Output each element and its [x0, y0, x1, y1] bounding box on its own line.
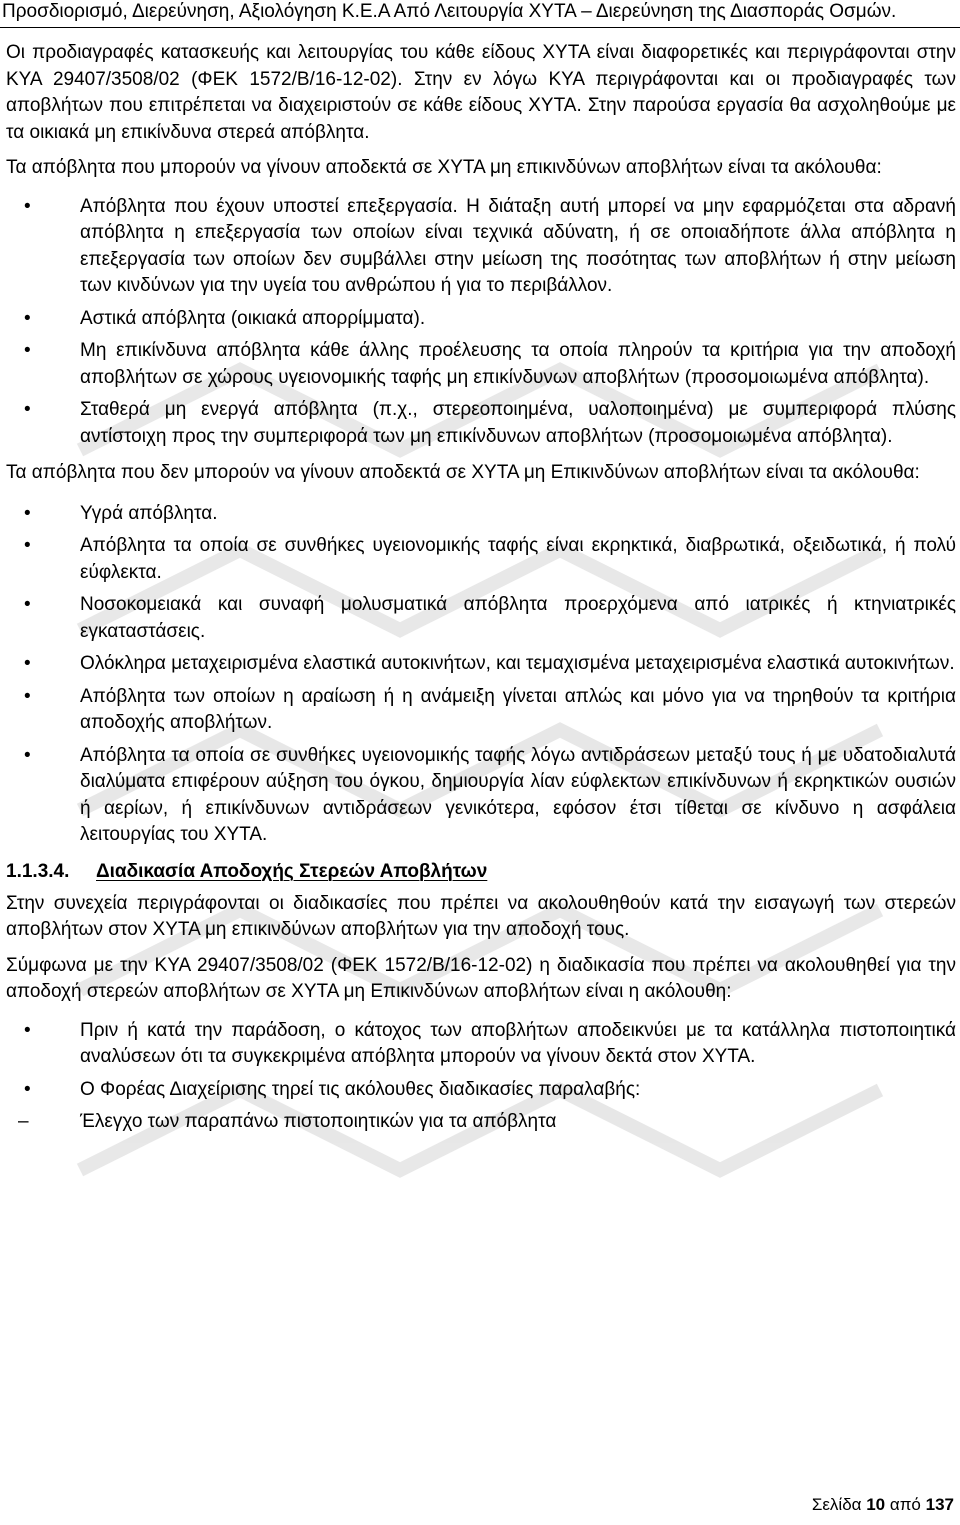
list-item: • Αστικά απόβλητα (οικιακά απορρίμματα).	[6, 306, 956, 333]
header-divider	[0, 27, 960, 28]
list-item: • Μη επικίνδυνα απόβλητα κάθε άλλης προέλευσης τα οποία πληρούν τα κριτήρια για την αποδοχή αποβλήτων σε χώρους υγειονομικής ταφής μη επικίνδυνων αποβλήτων (προσομοιωμένα απόβλητα).	[24, 340, 956, 388]
list-item: • Ο Φορέας Διαχείρισης τηρεί τις ακόλουθες διαδικασίες παραλαβής:	[6, 1077, 956, 1104]
list-item: • Υγρά απόβλητα.	[6, 501, 956, 528]
list-item: • Πριν ή κατά την παράδοση, ο κάτοχος των αποβλήτων αποδεικνύει με τα κατάλληλα πιστοποιητικά αναλύσεων ότι τα συγκεκριμένα απόβλητα μπορούν να γίνουν δεκτά στον ΧΥΤΑ.	[24, 1019, 956, 1067]
header-title: Προσδιορισμό, Διερεύνηση, Αξιολόγηση Κ.Ε.Α Από Λειτουργία ΧΥΤΑ – Διερεύνηση της Διασποράς Οσμών.	[2, 1, 897, 22]
footer-total-pages: 137	[925, 1495, 954, 1514]
footer-of: από	[889, 1495, 921, 1514]
list-item: • Ολόκληρα μεταχειρισμένα ελαστικά αυτοκινήτων, και τεμαχισμένα μεταχειρισμένα ελαστικά αυτοκινήτων.	[6, 651, 956, 678]
list-item: • Απόβλητα τα οποία σε συνθήκες υγειονομικής ταφής λόγω αντιδράσεων μεταξύ τους ή με υδατοδιαλυτά διαλύματα επιφέρουν αύξηση του όγκου, δημιουργία λίαν εύφλεκτων επικίνδυνων ή εκρηκτικών ουσιών ή αερίων, ή επικίνδυνων αντιδράσεων γενικότερα, εφόσον έτσι τίθεται σε κίνδυνο η ασφάλεια λειτουργίας του ΧΥΤΑ.	[24, 744, 956, 845]
bullet-icon: •	[24, 594, 31, 615]
page-footer	[812, 1494, 954, 1516]
bullet-icon: •	[24, 399, 31, 420]
section-number: 1.1.3.4.	[6, 860, 70, 882]
bullet-icon: •	[24, 685, 31, 707]
bullet-icon: •	[24, 535, 31, 556]
procedure-list	[6, 1018, 956, 1104]
section-paragraph-2: Σύμφωνα με την ΚΥΑ 29407/3508/02 (ΦΕΚ 1572/Β/16-12-02) η διαδικασία που πρέπει να ακολουθηθεί για την αποδοχή στερεών αποβλήτων σε ΧΥΤΑ μη Επικινδύνων αποβλήτων είναι η ακόλουθη:	[6, 954, 956, 1002]
intro-paragraph-1: Οι προδιαγραφές κατασκευής και λειτουργίας του κάθε είδους ΧΥΤΑ είναι διαφορετικές και περιγράφονται στην ΚΥΑ 29407/3508/02 (ΦΕΚ 1572/Β/16-12-02). Στην εν λόγω ΚΥΑ περιγράφονται και οι προδιαγραφές των αποβλήτων που επιτρέπεται να διαχειριστούν σε κάθε είδους ΧΥΤΑ. Στην παρούσα εργασία θα ασχοληθούμε με τα οικιακά μη επικίνδυνα στερεά απόβλητα.	[6, 42, 956, 143]
bullet-icon: •	[24, 195, 31, 217]
bullet-icon: •	[24, 1019, 31, 1041]
intro-paragraph-2: Τα απόβλητα που μπορούν να γίνουν αποδεκτά σε ΧΥΤΑ μη επικινδύνων αποβλήτων είναι τα ακόλουθα:	[6, 157, 882, 178]
list-item: • Απόβλητα που έχουν υποστεί επεξεργασία. Η διάταξη αυτή μπορεί να μην εφαρμόζεται στα αδρανή απόβλητα η επεξεργασία των οποίων είναι τεχνικά αδύνατη, ή σε οποιαδήποτε άλλα απόβλητα η επεξεργασία των οποίων δεν συμβάλλει στην μείωση της ποσότητας των αποβλήτων ή στην μείωση των κινδύνων για την υγεία του ανθρώπου ή για το περιβάλλον.	[24, 195, 956, 296]
list-item: • Απόβλητα τα οποία σε συνθήκες υγειονομικής ταφής είναι εκρηκτικά, διαβρωτικά, οξειδωτικά, ή πολύ εύφλεκτα.	[24, 535, 956, 583]
bullet-icon: •	[24, 653, 31, 674]
bullet-icon: •	[24, 340, 31, 361]
not-accepted-waste-list	[6, 501, 956, 849]
dash-icon: –	[18, 1111, 29, 1132]
list-item: • Νοσοκομειακά και συναφή μολυσματικά απόβλητα προερχόμενα από ιατρικές ή κτηνιατρικές εγκαταστάσεις.	[24, 594, 956, 642]
list-item: • Απόβλητα των οποίων η αραίωση ή η ανάμειξη γίνεται απλώς και μόνο για να τηρηθούν τα κριτήρια αποδοχής αποβλήτων.	[24, 685, 956, 733]
bullet-icon: •	[24, 1078, 31, 1100]
section-paragraph-1: Στην συνεχεία περιγράφονται οι διαδικασίες που πρέπει να ακολουθηθούν κατά την εισαγωγή των στερεών αποβλήτων στον ΧΥΤΑ μη επικινδύνων αποβλήτων για την αποδοχή τους.	[6, 892, 956, 940]
bullet-icon: •	[24, 502, 31, 524]
page-header	[0, 0, 960, 26]
document-body	[6, 40, 956, 1146]
footer-page-number: 10	[866, 1495, 886, 1514]
section-heading	[6, 859, 956, 885]
accepted-waste-list	[6, 194, 956, 451]
section-title: Διαδικασία Αποδοχής Στερεών Αποβλήτων	[96, 860, 488, 882]
procedure-sub-list	[6, 1109, 956, 1136]
footer-prefix: Σελίδα	[811, 1495, 862, 1514]
not-accepted-intro: Τα απόβλητα που δεν μπορούν να γίνουν αποδεκτά σε ΧΥΤΑ μη Επικινδύνων αποβλήτων είναι τα ακόλουθα:	[6, 462, 920, 483]
list-item: – Έλεγχο των παραπάνω πιστοποιητικών για τα απόβλητα	[6, 1109, 956, 1136]
list-item: • Σταθερά μη ενεργά απόβλητα (π.χ., στερεοποιημένα, υαλοποιημένα) με συμπεριφορά πλύσης αντίστοιχη προς την συμπεριφορά των μη επικίνδυνων αποβλήτων (προσομοιωμένα απόβλητα).	[24, 399, 956, 447]
bullet-icon: •	[24, 307, 31, 329]
bullet-icon: •	[24, 744, 31, 766]
